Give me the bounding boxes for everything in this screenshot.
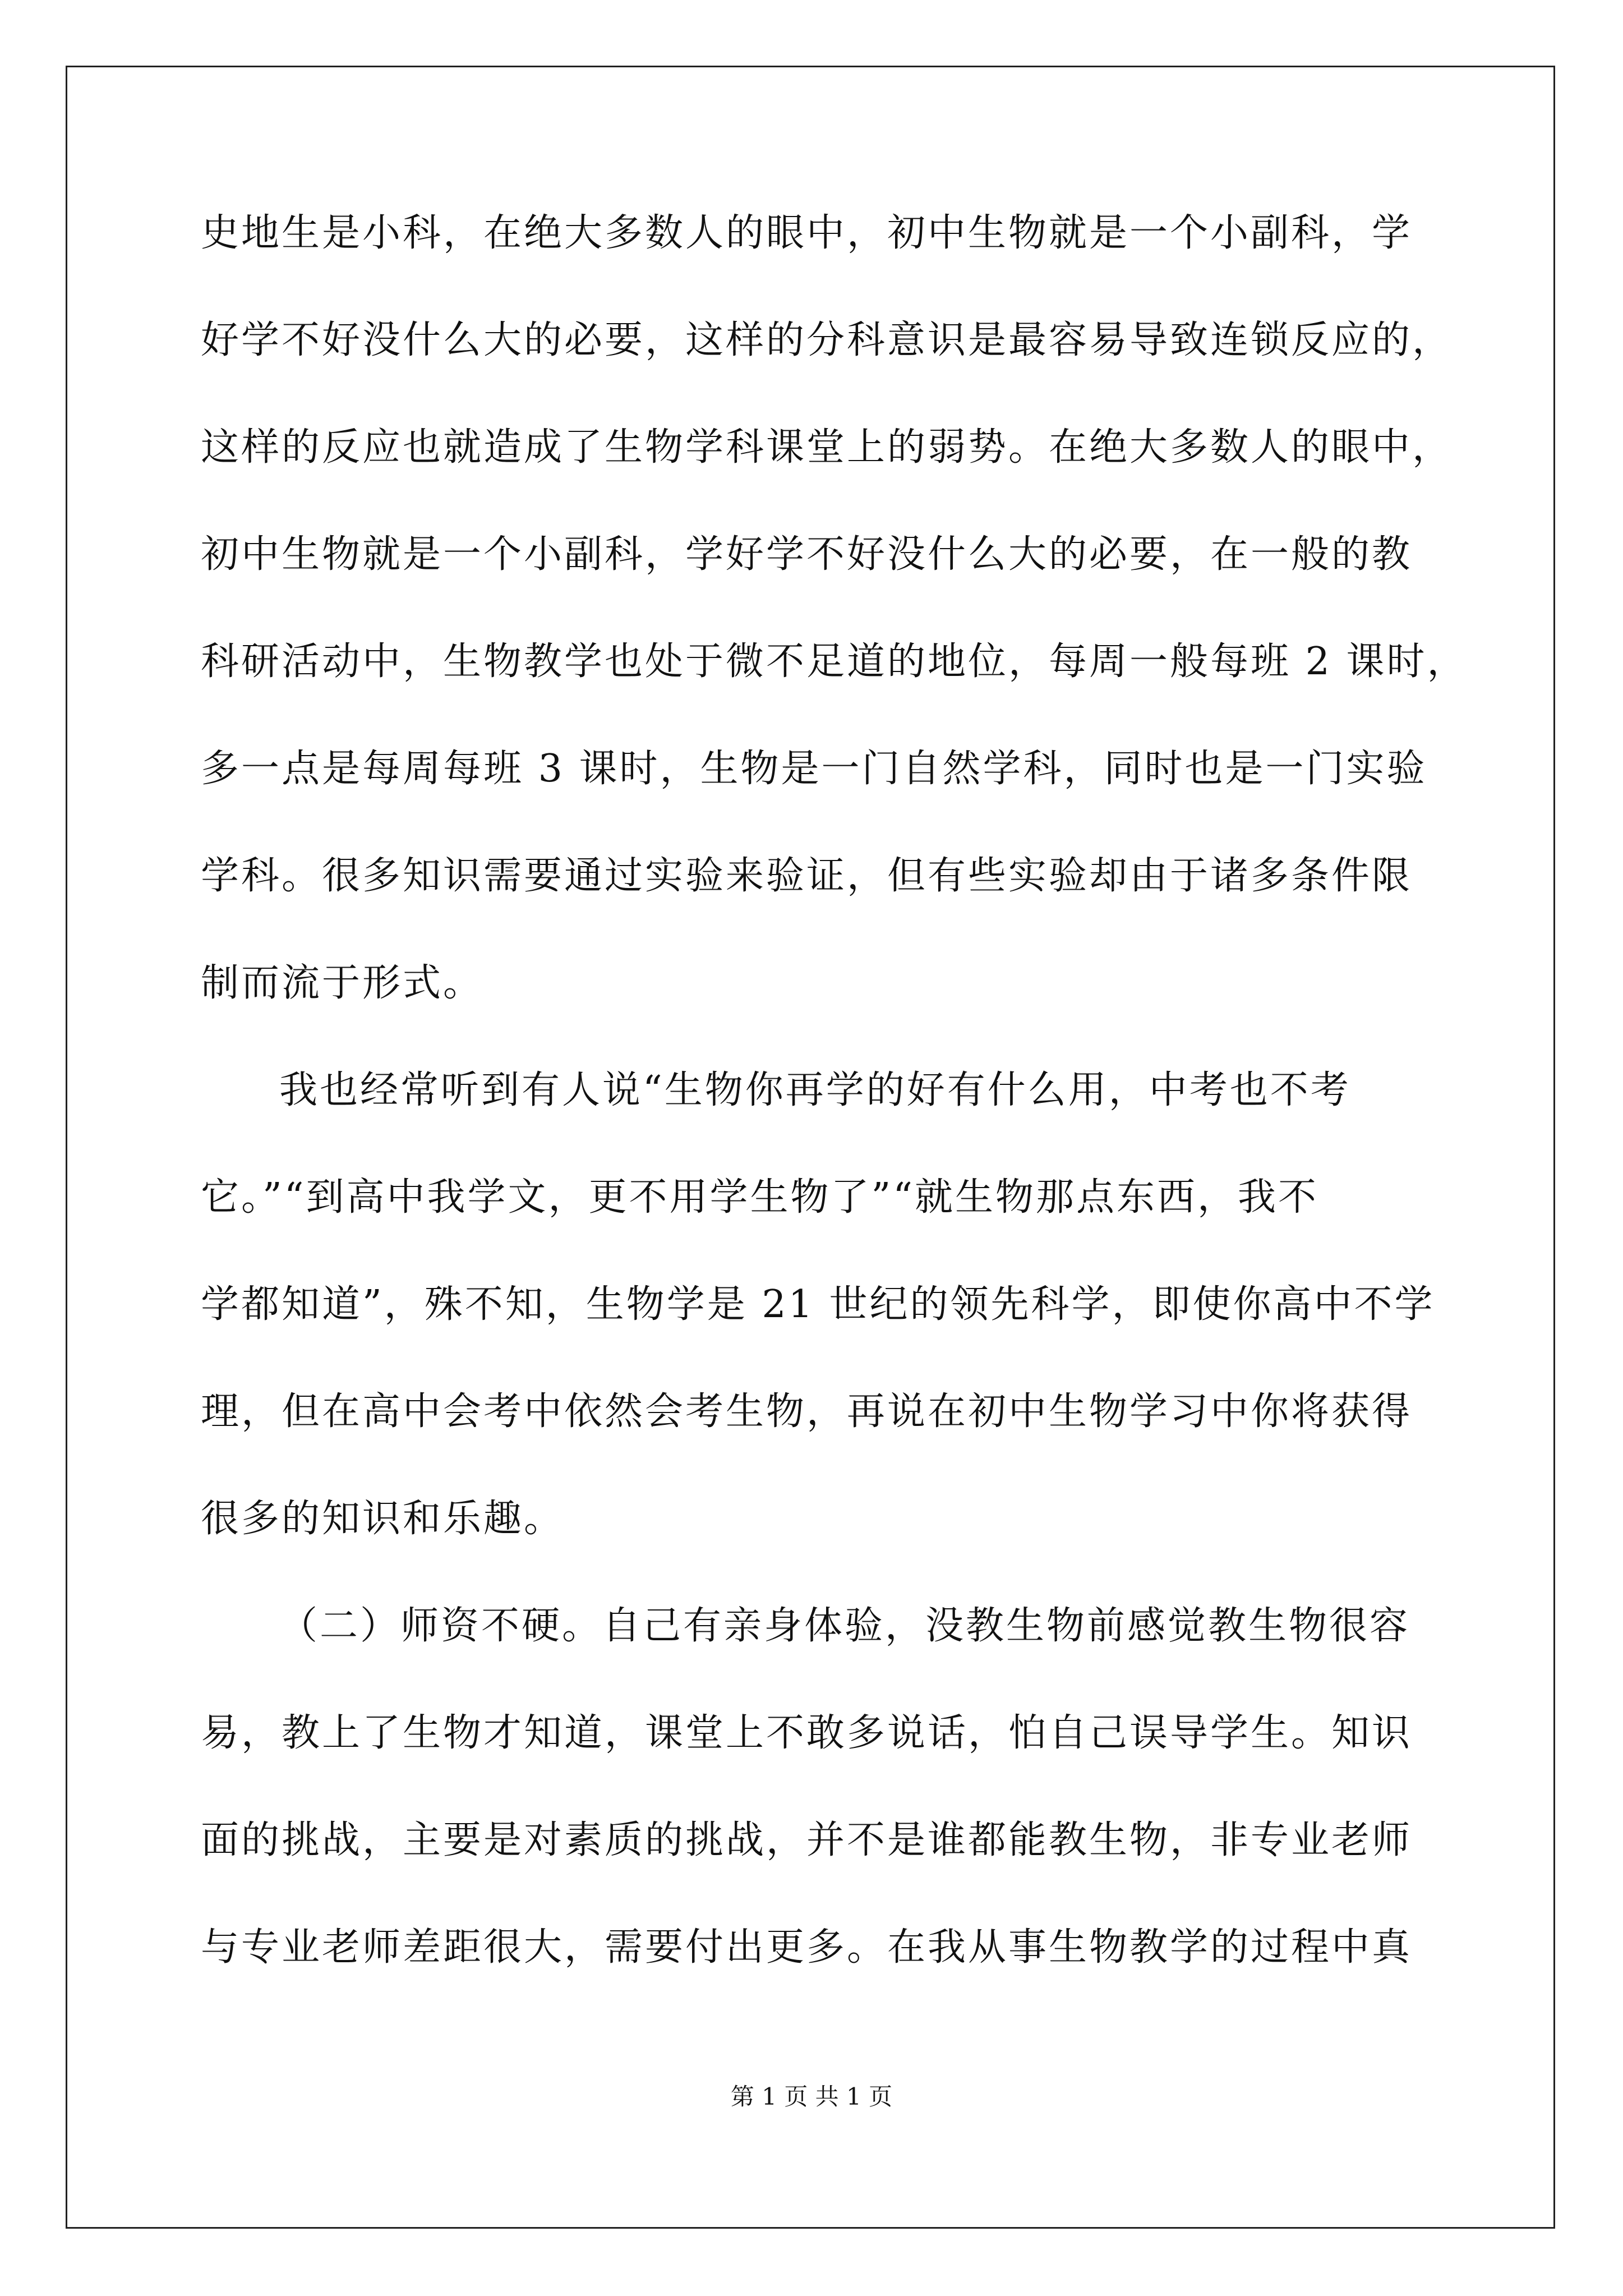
text-line: 与专业老师差距很大，需要付出更多。在我从事生物教学的过程中真 — [201, 1925, 1413, 1970]
text-line: 史地生是小科，在绝大多数人的眼中，初中生物就是一个小副科，学 — [201, 211, 1413, 255]
text-line: 这样的反应也就造成了生物学科课堂上的弱势。在绝大多数人的眼中， — [201, 425, 1453, 470]
text-line: 制而流于形式。 — [201, 961, 484, 1005]
text-line: 它。”“到高中我学文，更不用学生物了”“就生物那点东西，我不 — [201, 1175, 1319, 1220]
page-number-footer: 第 1 页 共 1 页 — [730, 2083, 893, 2110]
text-line: 我也经常听到有人说“生物你再学的好有什么用，中考也不考 — [279, 1068, 1351, 1112]
text-line: 初中生物就是一个小副科，学好学不好没什么大的必要，在一般的教 — [201, 532, 1413, 577]
text-line: 面的挑战，主要是对素质的挑战，并不是谁都能教生物，非专业老师 — [201, 1818, 1413, 1862]
text-line: 学都知道”，殊不知，生物学是 21 世纪的领先科学，即使你高中不学 — [201, 1282, 1435, 1327]
text-line: 学科。很多知识需要通过实验来验证，但有些实验却由于诸多条件限 — [201, 854, 1413, 898]
text-line: 好学不好没什么大的必要，这样的分科意识是最容易导致连锁反应的， — [201, 318, 1453, 362]
document-body — [201, 206, 1468, 2028]
text-line: 理，但在高中会考中依然会考生物，再说在初中生物学习中你将获得 — [201, 1389, 1413, 1434]
text-line: 很多的知识和乐趣。 — [201, 1497, 565, 1541]
text-line: （二）师资不硬。自己有亲身体验，没教生物前感觉教生物很容 — [279, 1604, 1410, 1648]
text-line: 多一点是每周每班 3 课时，生物是一门自然学科，同时也是一门实验 — [201, 747, 1427, 791]
text-line: 易，教上了生物才知道，课堂上不敢多说话，怕自己误导学生。知识 — [201, 1711, 1413, 1755]
text-line: 科研活动中，生物教学也处于微不足道的地位，每周一般每班 2 课时， — [201, 639, 1468, 684]
